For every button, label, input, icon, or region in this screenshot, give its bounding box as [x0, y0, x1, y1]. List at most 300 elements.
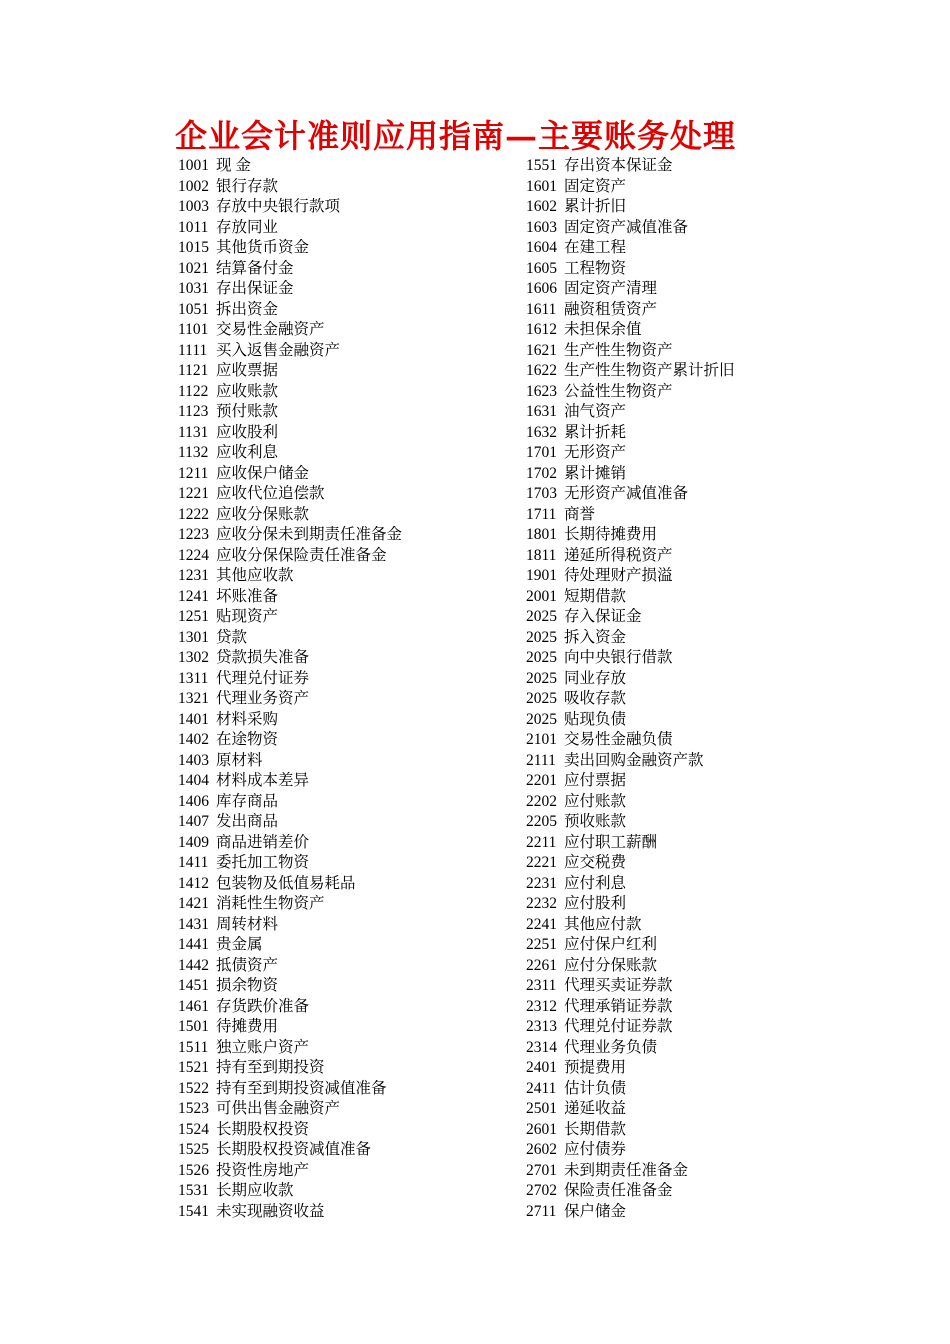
account-code: 1132 [178, 444, 209, 461]
account-code: 1421 [178, 895, 209, 912]
account-row [526, 320, 826, 341]
account-name: 应收账款 [216, 382, 279, 400]
account-row [526, 566, 826, 587]
account-row [178, 997, 498, 1018]
account-code: 1461 [178, 997, 209, 1015]
account-code: 1412 [178, 874, 209, 892]
account-name: 材料成本差异 [216, 772, 310, 789]
account-name: 贵金属 [216, 936, 263, 953]
account-code: 2501 [526, 1100, 557, 1117]
account-row [178, 218, 498, 239]
account-code: 1441 [178, 936, 209, 953]
account-name: 拆出资金 [216, 300, 279, 318]
account-name: 投资性房地产 [216, 1161, 310, 1179]
account-row [526, 1099, 826, 1120]
account-row [178, 1161, 498, 1182]
account-row [178, 402, 498, 423]
account-code: 1703 [526, 485, 557, 502]
account-code: 1606 [526, 280, 557, 297]
account-code: 2025 [526, 608, 557, 625]
account-code: 2251 [526, 936, 557, 953]
account-name: 待处理财产损溢 [564, 567, 673, 584]
account-name: 结算备付金 [216, 259, 294, 277]
account-row [178, 792, 498, 813]
account-name: 无形资产 [564, 444, 627, 461]
account-code: 2601 [526, 1120, 557, 1138]
account-code: 2221 [526, 854, 557, 871]
account-name: 存入保证金 [564, 608, 642, 625]
account-name: 累计折旧 [564, 198, 627, 215]
account-code: 1711 [526, 505, 557, 523]
account-row [178, 1181, 498, 1202]
account-row [178, 1202, 498, 1223]
account-code: 2202 [526, 792, 557, 810]
account-name: 买入返售金融资产 [216, 341, 341, 359]
account-code: 2602 [526, 1141, 557, 1158]
account-name: 应付职工薪酬 [564, 833, 658, 851]
account-row [526, 792, 826, 813]
account-code: 1605 [526, 259, 557, 277]
account-code: 1231 [178, 567, 209, 584]
account-row [178, 915, 498, 936]
account-code: 1406 [178, 792, 209, 810]
account-code: 2314 [526, 1038, 557, 1056]
account-name: 累计摊销 [564, 464, 627, 482]
account-row [178, 443, 498, 464]
account-row [526, 197, 826, 218]
account-row [178, 956, 498, 977]
account-code: 2241 [526, 915, 557, 933]
account-row [526, 238, 826, 259]
account-code: 2025 [526, 628, 557, 646]
account-name: 保险责任准备金 [564, 1182, 673, 1199]
account-row [178, 382, 498, 403]
account-code: 1021 [178, 259, 209, 277]
account-name: 损余物资 [216, 977, 279, 994]
account-code: 2201 [526, 772, 557, 789]
account-code: 1011 [178, 218, 209, 236]
account-code: 1801 [526, 526, 557, 543]
account-code: 1402 [178, 731, 209, 748]
account-code: 1211 [178, 464, 209, 482]
account-name: 在途物资 [216, 731, 279, 748]
account-row [526, 443, 826, 464]
account-name: 长期股权投资 [216, 1120, 310, 1138]
account-name: 代理兑付证券 [216, 669, 310, 687]
account-name: 吸收存款 [564, 690, 627, 707]
account-code: 2261 [526, 956, 557, 974]
account-code: 1403 [178, 751, 209, 769]
account-name: 材料采购 [216, 710, 279, 728]
account-name: 其他货币资金 [216, 239, 310, 256]
account-row [178, 833, 498, 854]
account-row [526, 464, 826, 485]
account-name: 保户储金 [564, 1202, 627, 1220]
account-row [526, 976, 826, 997]
account-row [178, 361, 498, 382]
account-code: 1431 [178, 915, 209, 933]
account-row [526, 259, 826, 280]
account-code: 1631 [526, 403, 557, 420]
account-code: 1111 [178, 341, 208, 359]
account-row [526, 997, 826, 1018]
account-code: 1407 [178, 813, 209, 830]
account-row [526, 1079, 826, 1100]
account-code: 2312 [526, 997, 557, 1015]
account-code: 1121 [178, 362, 209, 379]
account-name: 应付票据 [564, 772, 627, 789]
account-row [526, 607, 826, 628]
account-code: 1311 [178, 669, 209, 687]
account-name: 应交税费 [564, 854, 627, 871]
account-row [526, 853, 826, 874]
account-name: 委托加工物资 [216, 854, 310, 871]
account-code: 2025 [526, 669, 557, 687]
account-name: 预付账款 [216, 403, 279, 420]
account-code: 1131 [178, 423, 209, 441]
account-name: 预收账款 [564, 813, 627, 830]
account-name: 库存商品 [216, 792, 279, 810]
account-row [526, 1120, 826, 1141]
account-code: 1522 [178, 1079, 209, 1097]
account-row [526, 751, 826, 772]
account-name: 累计折耗 [564, 423, 627, 441]
account-name: 交易性金融资产 [216, 321, 325, 338]
account-code: 1523 [178, 1100, 209, 1117]
account-row [178, 874, 498, 895]
account-row [526, 669, 826, 690]
account-code: 2025 [526, 690, 557, 707]
account-code: 1623 [526, 382, 557, 400]
account-name: 在建工程 [564, 239, 627, 256]
account-name: 消耗性生物资产 [216, 895, 325, 912]
account-code: 2231 [526, 874, 557, 892]
account-row [178, 1079, 498, 1100]
account-name: 存放中央银行款项 [216, 198, 341, 215]
account-row [178, 259, 498, 280]
account-code: 1551 [526, 157, 557, 174]
account-row [526, 771, 826, 792]
account-row [526, 1161, 826, 1182]
account-code: 2111 [526, 751, 556, 769]
account-name: 应收分保账款 [216, 505, 310, 523]
account-code: 1612 [526, 321, 557, 338]
account-row [526, 935, 826, 956]
account-row [526, 361, 826, 382]
account-row [178, 177, 498, 198]
account-row [526, 956, 826, 977]
account-row [178, 1058, 498, 1079]
account-row [526, 341, 826, 362]
account-code: 2025 [526, 710, 557, 728]
account-code: 2211 [526, 833, 557, 851]
account-name: 存放同业 [216, 218, 279, 236]
account-row [526, 300, 826, 321]
account-code: 1621 [526, 341, 557, 359]
account-code: 1622 [526, 362, 557, 379]
account-name: 应付股利 [564, 895, 627, 912]
account-name: 长期借款 [564, 1120, 627, 1138]
account-row [526, 628, 826, 649]
account-name: 贷款 [216, 628, 248, 646]
account-row [178, 238, 498, 259]
account-name: 递延收益 [564, 1100, 627, 1117]
account-row [526, 730, 826, 751]
account-name: 存出资本保证金 [564, 157, 673, 174]
account-name: 应付保户红利 [564, 936, 658, 953]
account-code: 1526 [178, 1161, 209, 1179]
document-title: 企业会计准则应用指南—主要账务处理 [175, 117, 737, 155]
account-code: 1015 [178, 239, 209, 256]
account-row [178, 730, 498, 751]
account-name: 代理业务负债 [564, 1038, 658, 1056]
account-row [526, 402, 826, 423]
account-name: 长期应收款 [216, 1182, 294, 1199]
account-code: 1122 [178, 382, 209, 400]
account-row [178, 546, 498, 567]
account-code: 1701 [526, 444, 557, 461]
account-name: 应收股利 [216, 423, 279, 441]
account-name: 应付分保账款 [564, 956, 658, 974]
account-name: 应付账款 [564, 792, 627, 810]
account-row [526, 484, 826, 505]
account-row [178, 669, 498, 690]
account-name: 递延所得税资产 [564, 546, 673, 564]
account-row [526, 279, 826, 300]
account-code: 1224 [178, 546, 209, 564]
account-code: 2001 [526, 587, 557, 605]
account-row [178, 628, 498, 649]
account-code: 1511 [178, 1038, 209, 1056]
account-name: 其他应付款 [564, 915, 642, 933]
account-name: 坏账准备 [216, 587, 279, 605]
account-row [526, 1038, 826, 1059]
account-row [526, 177, 826, 198]
account-code: 1611 [526, 300, 557, 318]
account-name: 应付债券 [564, 1141, 627, 1158]
account-row [526, 710, 826, 731]
account-row [526, 505, 826, 526]
account-name: 固定资产 [564, 177, 627, 195]
account-name: 其他应收款 [216, 567, 294, 584]
account-code: 1521 [178, 1059, 209, 1076]
account-row [178, 1017, 498, 1038]
account-row [178, 505, 498, 526]
account-name: 同业存放 [564, 669, 627, 687]
account-row [526, 648, 826, 669]
account-name: 应收分保保险责任准备金 [216, 546, 387, 564]
account-code: 2702 [526, 1182, 557, 1199]
account-code: 1531 [178, 1182, 209, 1199]
account-name: 代理兑付证券款 [564, 1018, 673, 1035]
account-row [526, 894, 826, 915]
account-name: 贴现负债 [564, 710, 627, 728]
account-row [526, 587, 826, 608]
account-name: 未到期责任准备金 [564, 1161, 689, 1179]
account-row [178, 1099, 498, 1120]
account-row [178, 156, 498, 177]
account-code: 1001 [178, 157, 209, 174]
account-code: 2025 [526, 649, 557, 666]
account-code: 1123 [178, 403, 209, 420]
account-row [178, 587, 498, 608]
account-row [526, 833, 826, 854]
account-name: 包装物及低值易耗品 [216, 874, 356, 892]
account-row [178, 812, 498, 833]
account-name: 银行存款 [216, 177, 279, 195]
account-code: 1051 [178, 300, 209, 318]
account-code: 2101 [526, 731, 557, 748]
account-list-left [178, 156, 498, 1222]
account-code: 1031 [178, 280, 209, 297]
account-name: 持有至到期投资 [216, 1059, 325, 1076]
account-row [178, 300, 498, 321]
account-code: 2313 [526, 1018, 557, 1035]
account-name: 应收票据 [216, 362, 279, 379]
account-code: 1602 [526, 198, 557, 215]
account-name: 应收代位追偿款 [216, 485, 325, 502]
account-code: 1321 [178, 690, 209, 707]
account-code: 1411 [178, 854, 209, 871]
account-row [178, 976, 498, 997]
account-name: 交易性金融负债 [564, 731, 673, 748]
account-row [178, 1140, 498, 1161]
account-name: 应收利息 [216, 444, 279, 461]
account-name: 无形资产减值准备 [564, 485, 689, 502]
account-row [178, 341, 498, 362]
account-code: 1002 [178, 177, 209, 195]
account-name: 长期待摊费用 [564, 526, 658, 543]
account-code: 1409 [178, 833, 209, 851]
account-code: 1301 [178, 628, 209, 646]
account-code: 1223 [178, 526, 209, 543]
account-row [526, 423, 826, 444]
account-name: 公益性生物资产 [564, 382, 673, 400]
account-code: 1524 [178, 1120, 209, 1138]
account-name: 固定资产减值准备 [564, 218, 689, 236]
account-row [178, 751, 498, 772]
account-row [178, 1120, 498, 1141]
account-row [526, 218, 826, 239]
account-code: 1404 [178, 772, 209, 789]
account-code: 2205 [526, 813, 557, 830]
account-name: 代理买卖证券款 [564, 977, 673, 994]
account-code: 1251 [178, 608, 209, 625]
account-code: 2701 [526, 1161, 557, 1179]
account-row [526, 1140, 826, 1161]
account-row [178, 1038, 498, 1059]
account-code: 1221 [178, 485, 209, 502]
account-row [526, 1017, 826, 1038]
account-name: 发出商品 [216, 813, 279, 830]
account-row [526, 1181, 826, 1202]
account-name: 工程物资 [564, 259, 627, 277]
account-name: 拆入资金 [564, 628, 627, 646]
account-row [178, 423, 498, 444]
account-row [178, 771, 498, 792]
account-code: 1811 [526, 546, 557, 564]
account-row [526, 1202, 826, 1223]
account-list-right [526, 156, 826, 1222]
account-code: 1442 [178, 956, 209, 974]
account-code: 1101 [178, 321, 209, 338]
account-code: 1222 [178, 505, 209, 523]
account-row [178, 648, 498, 669]
account-code: 1451 [178, 977, 209, 994]
account-name: 商誉 [564, 505, 596, 523]
account-name: 向中央银行借款 [564, 649, 673, 666]
account-row [526, 546, 826, 567]
account-name: 可供出售金融资产 [216, 1100, 341, 1117]
account-row [178, 279, 498, 300]
account-name: 长期股权投资减值准备 [216, 1141, 372, 1158]
account-name: 待摊费用 [216, 1018, 279, 1035]
account-code: 2711 [526, 1202, 557, 1220]
account-code: 1525 [178, 1141, 209, 1158]
account-code: 2401 [526, 1059, 557, 1076]
account-row [178, 566, 498, 587]
account-row [178, 894, 498, 915]
account-name: 卖出回购金融资产款 [564, 751, 704, 769]
account-name: 周转材料 [216, 915, 279, 933]
account-row [178, 320, 498, 341]
account-code: 2232 [526, 895, 557, 912]
account-name: 持有至到期投资减值准备 [216, 1079, 387, 1097]
account-name: 现 金 [216, 157, 251, 174]
account-row [526, 915, 826, 936]
account-name: 存货跌价准备 [216, 997, 310, 1015]
account-name: 应收保户储金 [216, 464, 310, 482]
account-row [526, 689, 826, 710]
account-row [178, 710, 498, 731]
account-row [526, 382, 826, 403]
account-name: 抵债资产 [216, 956, 279, 974]
account-name: 油气资产 [564, 403, 627, 420]
account-code: 1541 [178, 1202, 209, 1220]
account-row [178, 484, 498, 505]
account-code: 1604 [526, 239, 557, 256]
account-name: 存出保证金 [216, 280, 294, 297]
account-code: 1603 [526, 218, 557, 236]
account-name: 生产性生物资产累计折旧 [564, 362, 735, 379]
account-code: 2311 [526, 977, 557, 994]
account-name: 应收分保未到期责任准备金 [216, 526, 403, 543]
account-name: 融资租赁资产 [564, 300, 658, 318]
account-name: 短期借款 [564, 587, 627, 605]
account-name: 生产性生物资产 [564, 341, 673, 359]
account-code: 1003 [178, 198, 209, 215]
account-code: 2411 [526, 1079, 557, 1097]
account-name: 未担保余值 [564, 321, 642, 338]
account-row [178, 607, 498, 628]
account-row [526, 525, 826, 546]
account-name: 代理业务资产 [216, 690, 310, 707]
account-row [526, 156, 826, 177]
account-code: 1702 [526, 464, 557, 482]
account-row [526, 812, 826, 833]
account-name: 应付利息 [564, 874, 627, 892]
account-name: 固定资产清理 [564, 280, 658, 297]
account-name: 代理承销证券款 [564, 997, 673, 1015]
account-name: 预提费用 [564, 1059, 627, 1076]
account-code: 1401 [178, 710, 209, 728]
account-name: 估计负债 [564, 1079, 627, 1097]
account-row [178, 689, 498, 710]
account-code: 1302 [178, 649, 209, 666]
account-row [178, 464, 498, 485]
account-code: 1601 [526, 177, 557, 195]
account-row [526, 874, 826, 895]
